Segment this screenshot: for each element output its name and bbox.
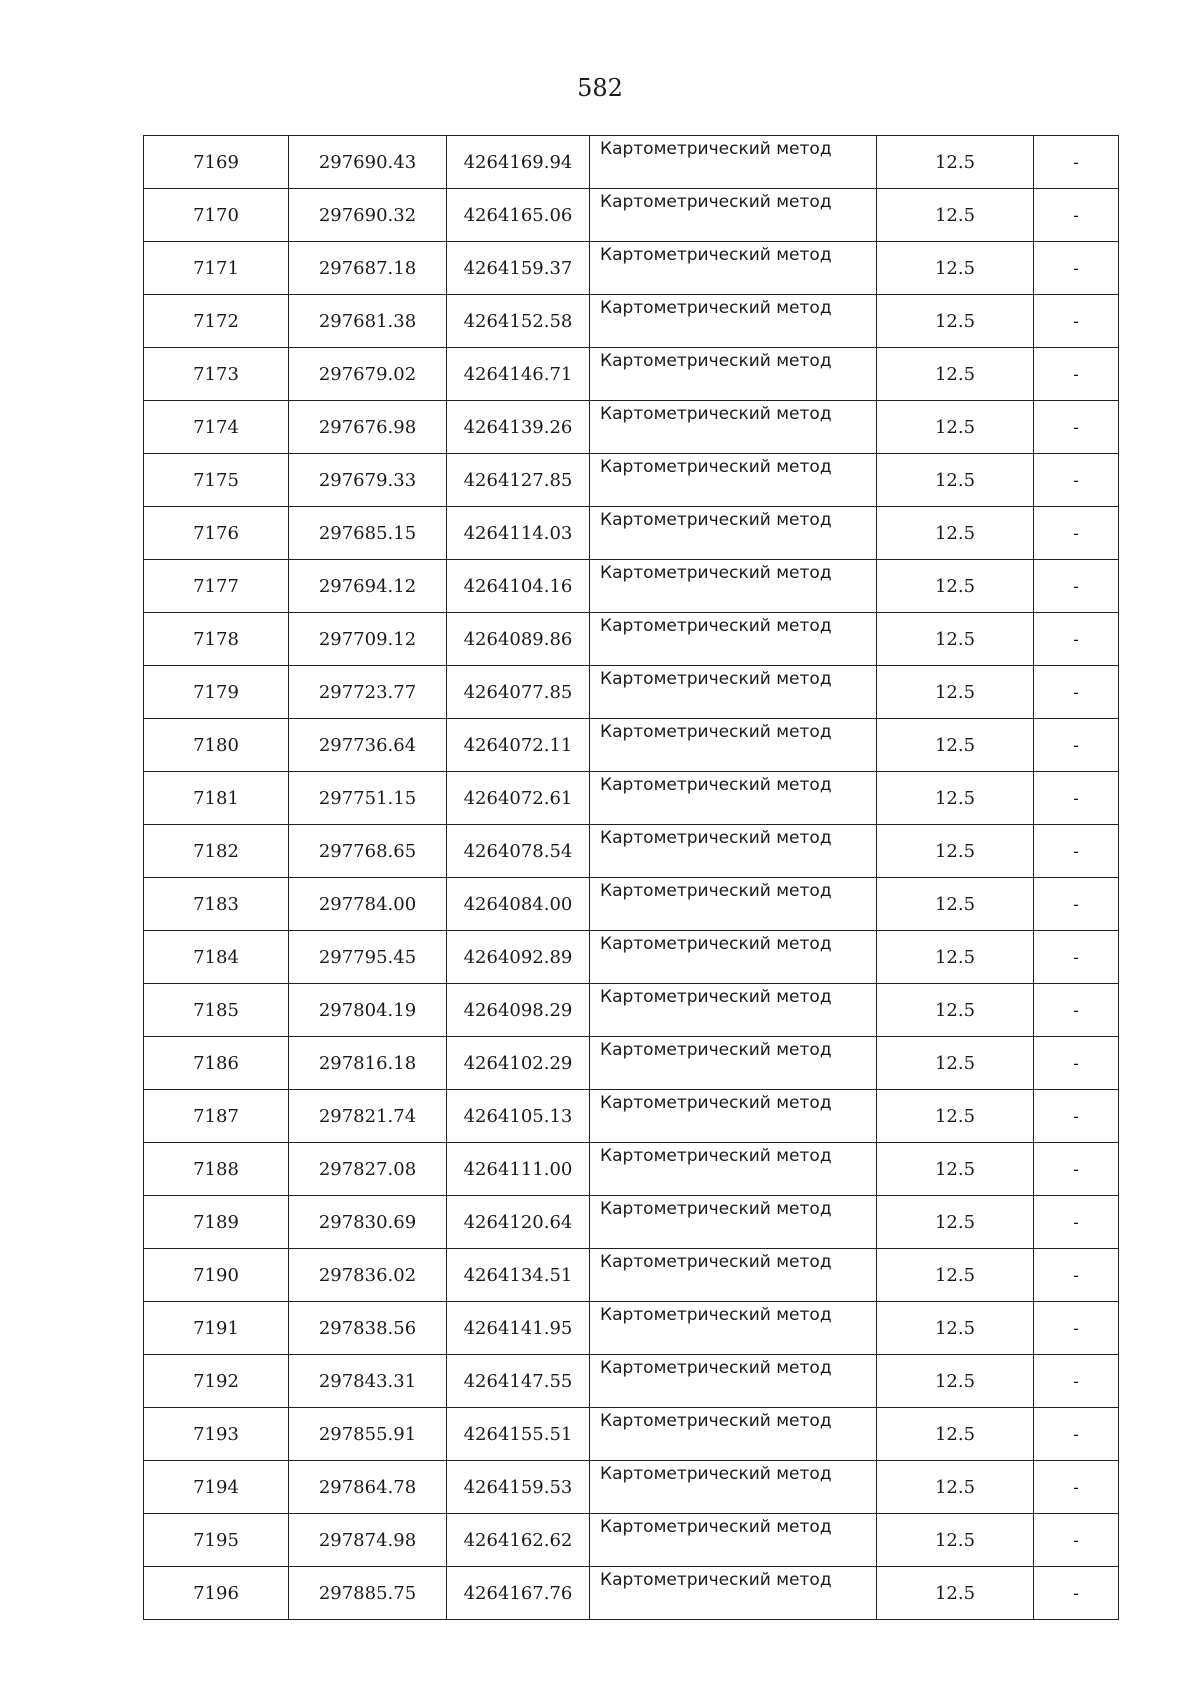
y-coordinate-cell: 4264167.76	[447, 1567, 590, 1620]
x-coordinate-cell: 297816.18	[289, 1037, 447, 1090]
table-row	[144, 1461, 1119, 1514]
accuracy-cell: 12.5	[877, 189, 1034, 242]
y-coordinate-cell: 4264104.16	[447, 560, 590, 613]
point-number-cell: 7173	[144, 348, 289, 401]
x-coordinate-cell: 297843.31	[289, 1355, 447, 1408]
method-cell: Картометрический метод	[590, 931, 877, 984]
accuracy-cell: 12.5	[877, 454, 1034, 507]
point-number-cell: 7190	[144, 1249, 289, 1302]
point-number-cell: 7180	[144, 719, 289, 772]
point-number-cell: 7176	[144, 507, 289, 560]
point-number-cell: 7194	[144, 1461, 289, 1514]
note-cell: -	[1034, 295, 1119, 348]
y-coordinate-cell: 4264159.53	[447, 1461, 590, 1514]
table-row	[144, 719, 1119, 772]
table-row	[144, 560, 1119, 613]
method-cell: Картометрический метод	[590, 1090, 877, 1143]
table-row	[144, 136, 1119, 189]
x-coordinate-cell: 297676.98	[289, 401, 447, 454]
y-coordinate-cell: 4264141.95	[447, 1302, 590, 1355]
y-coordinate-cell: 4264078.54	[447, 825, 590, 878]
point-number-cell: 7185	[144, 984, 289, 1037]
table-row	[144, 1355, 1119, 1408]
accuracy-cell: 12.5	[877, 1461, 1034, 1514]
y-coordinate-cell: 4264146.71	[447, 348, 590, 401]
method-cell: Картометрический метод	[590, 560, 877, 613]
method-cell: Картометрический метод	[590, 1408, 877, 1461]
table-row	[144, 825, 1119, 878]
x-coordinate-cell: 297885.75	[289, 1567, 447, 1620]
method-cell: Картометрический метод	[590, 454, 877, 507]
table-row	[144, 666, 1119, 719]
table-row	[144, 1249, 1119, 1302]
note-cell: -	[1034, 984, 1119, 1037]
point-number-cell: 7171	[144, 242, 289, 295]
accuracy-cell: 12.5	[877, 613, 1034, 666]
point-number-cell: 7195	[144, 1514, 289, 1567]
accuracy-cell: 12.5	[877, 1143, 1034, 1196]
note-cell: -	[1034, 242, 1119, 295]
x-coordinate-cell: 297804.19	[289, 984, 447, 1037]
method-cell: Картометрический метод	[590, 1355, 877, 1408]
y-coordinate-cell: 4264102.29	[447, 1037, 590, 1090]
method-cell: Картометрический метод	[590, 189, 877, 242]
y-coordinate-cell: 4264152.58	[447, 295, 590, 348]
note-cell: -	[1034, 1037, 1119, 1090]
note-cell: -	[1034, 136, 1119, 189]
table-row	[144, 189, 1119, 242]
y-coordinate-cell: 4264155.51	[447, 1408, 590, 1461]
accuracy-cell: 12.5	[877, 719, 1034, 772]
table-row	[144, 295, 1119, 348]
x-coordinate-cell: 297723.77	[289, 666, 447, 719]
method-cell: Картометрический метод	[590, 1302, 877, 1355]
x-coordinate-cell: 297855.91	[289, 1408, 447, 1461]
method-cell: Картометрический метод	[590, 1514, 877, 1567]
table-row	[144, 401, 1119, 454]
point-number-cell: 7187	[144, 1090, 289, 1143]
accuracy-cell: 12.5	[877, 1249, 1034, 1302]
accuracy-cell: 12.5	[877, 878, 1034, 931]
y-coordinate-cell: 4264134.51	[447, 1249, 590, 1302]
method-cell: Картометрический метод	[590, 1037, 877, 1090]
accuracy-cell: 12.5	[877, 772, 1034, 825]
y-coordinate-cell: 4264072.11	[447, 719, 590, 772]
accuracy-cell: 12.5	[877, 295, 1034, 348]
y-coordinate-cell: 4264084.00	[447, 878, 590, 931]
table-row	[144, 931, 1119, 984]
point-number-cell: 7193	[144, 1408, 289, 1461]
x-coordinate-cell: 297864.78	[289, 1461, 447, 1514]
table-row	[144, 1037, 1119, 1090]
table-row	[144, 772, 1119, 825]
note-cell: -	[1034, 1143, 1119, 1196]
point-number-cell: 7178	[144, 613, 289, 666]
point-number-cell: 7182	[144, 825, 289, 878]
table-row	[144, 1143, 1119, 1196]
accuracy-cell: 12.5	[877, 1514, 1034, 1567]
coordinates-table	[143, 135, 1119, 1620]
note-cell: -	[1034, 772, 1119, 825]
method-cell: Картометрический метод	[590, 825, 877, 878]
method-cell: Картометрический метод	[590, 295, 877, 348]
point-number-cell: 7169	[144, 136, 289, 189]
point-number-cell: 7188	[144, 1143, 289, 1196]
method-cell: Картометрический метод	[590, 348, 877, 401]
note-cell: -	[1034, 878, 1119, 931]
accuracy-cell: 12.5	[877, 348, 1034, 401]
accuracy-cell: 12.5	[877, 825, 1034, 878]
accuracy-cell: 12.5	[877, 1355, 1034, 1408]
method-cell: Картометрический метод	[590, 719, 877, 772]
accuracy-cell: 12.5	[877, 1090, 1034, 1143]
x-coordinate-cell: 297681.38	[289, 295, 447, 348]
accuracy-cell: 12.5	[877, 984, 1034, 1037]
note-cell: -	[1034, 189, 1119, 242]
y-coordinate-cell: 4264105.13	[447, 1090, 590, 1143]
method-cell: Картометрический метод	[590, 772, 877, 825]
note-cell: -	[1034, 348, 1119, 401]
point-number-cell: 7175	[144, 454, 289, 507]
note-cell: -	[1034, 1461, 1119, 1514]
table-row	[144, 1090, 1119, 1143]
y-coordinate-cell: 4264089.86	[447, 613, 590, 666]
note-cell: -	[1034, 1196, 1119, 1249]
note-cell: -	[1034, 931, 1119, 984]
method-cell: Картометрический метод	[590, 613, 877, 666]
x-coordinate-cell: 297795.45	[289, 931, 447, 984]
note-cell: -	[1034, 401, 1119, 454]
note-cell: -	[1034, 560, 1119, 613]
note-cell: -	[1034, 1408, 1119, 1461]
table-row	[144, 613, 1119, 666]
note-cell: -	[1034, 613, 1119, 666]
accuracy-cell: 12.5	[877, 1037, 1034, 1090]
x-coordinate-cell: 297827.08	[289, 1143, 447, 1196]
x-coordinate-cell: 297838.56	[289, 1302, 447, 1355]
x-coordinate-cell: 297768.65	[289, 825, 447, 878]
note-cell: -	[1034, 719, 1119, 772]
x-coordinate-cell: 297751.15	[289, 772, 447, 825]
accuracy-cell: 12.5	[877, 931, 1034, 984]
note-cell: -	[1034, 1249, 1119, 1302]
y-coordinate-cell: 4264098.29	[447, 984, 590, 1037]
x-coordinate-cell: 297694.12	[289, 560, 447, 613]
note-cell: -	[1034, 1355, 1119, 1408]
table-row	[144, 454, 1119, 507]
table-row	[144, 878, 1119, 931]
x-coordinate-cell: 297784.00	[289, 878, 447, 931]
note-cell: -	[1034, 1567, 1119, 1620]
accuracy-cell: 12.5	[877, 1302, 1034, 1355]
table-row	[144, 507, 1119, 560]
y-coordinate-cell: 4264139.26	[447, 401, 590, 454]
table-row	[144, 1408, 1119, 1461]
x-coordinate-cell: 297690.32	[289, 189, 447, 242]
accuracy-cell: 12.5	[877, 560, 1034, 613]
x-coordinate-cell: 297709.12	[289, 613, 447, 666]
y-coordinate-cell: 4264120.64	[447, 1196, 590, 1249]
x-coordinate-cell: 297687.18	[289, 242, 447, 295]
accuracy-cell: 12.5	[877, 1567, 1034, 1620]
x-coordinate-cell: 297830.69	[289, 1196, 447, 1249]
table-row	[144, 348, 1119, 401]
x-coordinate-cell: 297685.15	[289, 507, 447, 560]
y-coordinate-cell: 4264169.94	[447, 136, 590, 189]
x-coordinate-cell: 297821.74	[289, 1090, 447, 1143]
point-number-cell: 7183	[144, 878, 289, 931]
y-coordinate-cell: 4264127.85	[447, 454, 590, 507]
method-cell: Картометрический метод	[590, 507, 877, 560]
accuracy-cell: 12.5	[877, 1196, 1034, 1249]
x-coordinate-cell: 297690.43	[289, 136, 447, 189]
method-cell: Картометрический метод	[590, 1249, 877, 1302]
note-cell: -	[1034, 1302, 1119, 1355]
table-row	[144, 1196, 1119, 1249]
y-coordinate-cell: 4264159.37	[447, 242, 590, 295]
point-number-cell: 7184	[144, 931, 289, 984]
point-number-cell: 7179	[144, 666, 289, 719]
y-coordinate-cell: 4264077.85	[447, 666, 590, 719]
method-cell: Картометрический метод	[590, 1461, 877, 1514]
method-cell: Картометрический метод	[590, 878, 877, 931]
point-number-cell: 7174	[144, 401, 289, 454]
accuracy-cell: 12.5	[877, 136, 1034, 189]
y-coordinate-cell: 4264147.55	[447, 1355, 590, 1408]
note-cell: -	[1034, 454, 1119, 507]
point-number-cell: 7189	[144, 1196, 289, 1249]
method-cell: Картометрический метод	[590, 1196, 877, 1249]
x-coordinate-cell: 297679.02	[289, 348, 447, 401]
point-number-cell: 7192	[144, 1355, 289, 1408]
note-cell: -	[1034, 666, 1119, 719]
y-coordinate-cell: 4264165.06	[447, 189, 590, 242]
point-number-cell: 7181	[144, 772, 289, 825]
x-coordinate-cell: 297736.64	[289, 719, 447, 772]
page-number: 582	[577, 74, 623, 102]
note-cell: -	[1034, 1090, 1119, 1143]
method-cell: Картометрический метод	[590, 1567, 877, 1620]
method-cell: Картометрический метод	[590, 666, 877, 719]
table-row	[144, 1567, 1119, 1620]
method-cell: Картометрический метод	[590, 984, 877, 1037]
accuracy-cell: 12.5	[877, 242, 1034, 295]
method-cell: Картометрический метод	[590, 401, 877, 454]
note-cell: -	[1034, 825, 1119, 878]
y-coordinate-cell: 4264114.03	[447, 507, 590, 560]
point-number-cell: 7196	[144, 1567, 289, 1620]
point-number-cell: 7177	[144, 560, 289, 613]
point-number-cell: 7186	[144, 1037, 289, 1090]
method-cell: Картометрический метод	[590, 242, 877, 295]
y-coordinate-cell: 4264162.62	[447, 1514, 590, 1567]
method-cell: Картометрический метод	[590, 1143, 877, 1196]
note-cell: -	[1034, 1514, 1119, 1567]
y-coordinate-cell: 4264111.00	[447, 1143, 590, 1196]
x-coordinate-cell: 297874.98	[289, 1514, 447, 1567]
x-coordinate-cell: 297679.33	[289, 454, 447, 507]
accuracy-cell: 12.5	[877, 666, 1034, 719]
y-coordinate-cell: 4264072.61	[447, 772, 590, 825]
accuracy-cell: 12.5	[877, 507, 1034, 560]
point-number-cell: 7191	[144, 1302, 289, 1355]
note-cell: -	[1034, 507, 1119, 560]
x-coordinate-cell: 297836.02	[289, 1249, 447, 1302]
table-row	[144, 242, 1119, 295]
table-row	[144, 1514, 1119, 1567]
table-row	[144, 984, 1119, 1037]
method-cell: Картометрический метод	[590, 136, 877, 189]
point-number-cell: 7172	[144, 295, 289, 348]
accuracy-cell: 12.5	[877, 1408, 1034, 1461]
point-number-cell: 7170	[144, 189, 289, 242]
y-coordinate-cell: 4264092.89	[447, 931, 590, 984]
accuracy-cell: 12.5	[877, 401, 1034, 454]
coordinates-table-body	[144, 136, 1119, 1620]
table-row	[144, 1302, 1119, 1355]
